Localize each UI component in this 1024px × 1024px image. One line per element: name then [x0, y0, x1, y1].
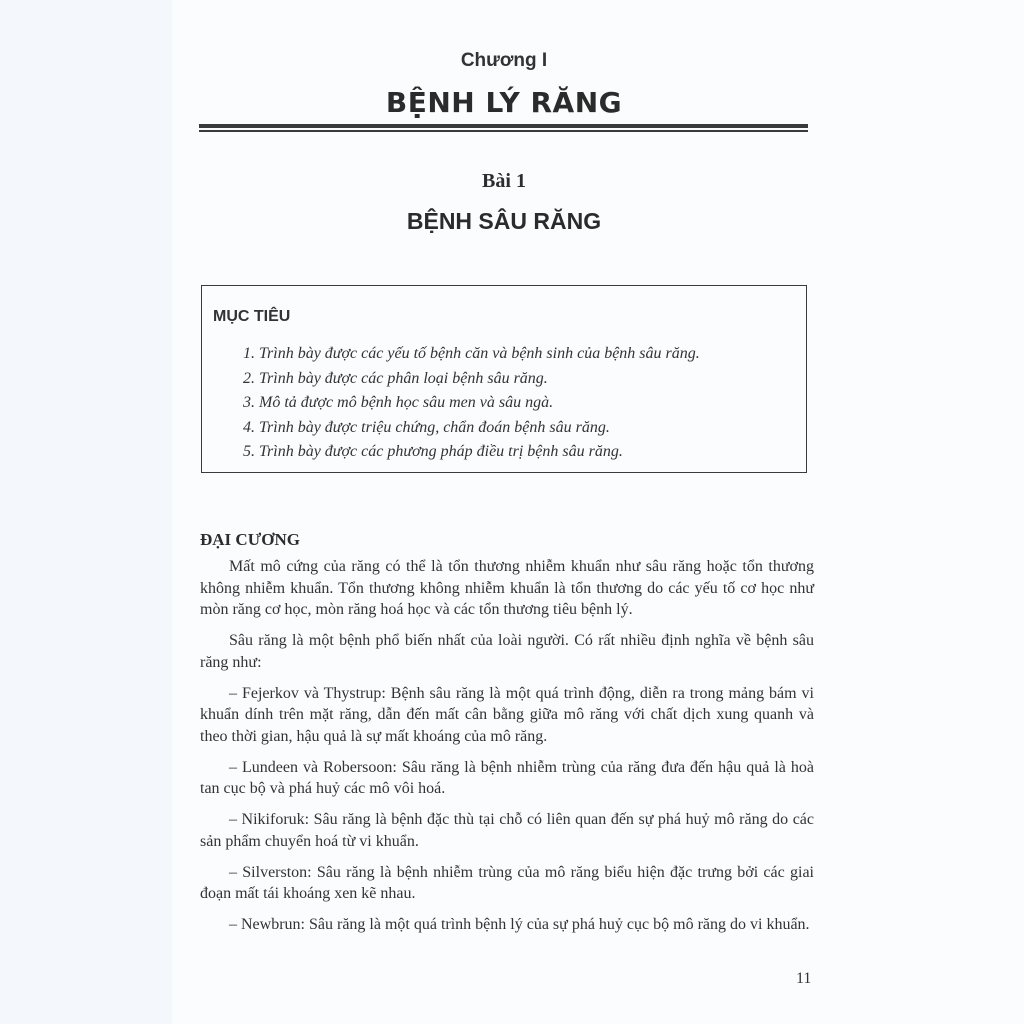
chapter-label: Chương I [460, 50, 548, 71]
page-number: 11 [796, 970, 812, 987]
body-paragraph: – Fejerkov và Thystrup: Bệnh sâu răng là một quá trình động, diễn ra trong mảng bám vi khuẩn dính trên mặt răng, dẫn đến mất cân bằng giữa mô răng với chất dịch xung quanh và theo thời gian, hậu quả là sự mất khoáng của mô răng. [200, 684, 814, 745]
body-paragraph: – Lundeen và Robersoon: Sâu răng là bệnh nhiễm trùng của răng đưa đến hậu quả là hoà tan cục bộ và phá huỷ các mô vôi hoá. [200, 758, 814, 797]
objective-item: 3. Mô tả được mô bệnh học sâu men và sâu ngà. [243, 394, 554, 411]
body-paragraph: Sâu răng là một bệnh phổ biến nhất của loài người. Có rất nhiều định nghĩa về bệnh sâu răng như: [200, 632, 814, 671]
chapter-title: BỆNH LÝ RĂNG [385, 86, 623, 119]
chapter-rule-thick [199, 124, 808, 128]
objective-item: 5. Trình bày được các phương pháp điều trị bệnh sâu răng. [243, 443, 623, 460]
body-paragraph: – Newbrun: Sâu răng là một quá trình bệnh lý của sự phá huỷ cục bộ mô răng do vi khuẩn. [229, 916, 810, 933]
chapter-rule-thin [199, 130, 808, 132]
section-heading: ĐẠI CƯƠNG [200, 530, 300, 549]
body-paragraph: Mất mô cứng của răng có thể là tổn thương nhiễm khuẩn như sâu răng hoặc tổn thương không nhiễm khuẩn. Tổn thương không nhiễm khuẩn là tổn thương do các yếu tố cơ học như mòn răng cơ học, mòn răng hoá học và các tổn thương tiêu bệnh lý. [200, 558, 814, 618]
lesson-title: BỆNH SÂU RĂNG [406, 208, 602, 234]
section-body [200, 556, 814, 945]
objectives-list [243, 342, 700, 465]
lesson-label: Bài 1 [482, 170, 526, 192]
scan-left-margin [0, 0, 172, 1024]
objective-item: 1. Trình bày được các yếu tố bệnh căn và bệnh sinh của bệnh sâu răng. [243, 345, 700, 362]
objectives-box [201, 285, 807, 473]
objective-item: 2. Trình bày được các phân loại bệnh sâu răng. [243, 369, 548, 387]
body-paragraph: – Silverston: Sâu răng là bệnh nhiễm trùng của mô răng biểu hiện đặc trưng bởi các giai đoạn mất tái khoáng xen kẽ nhau. [200, 863, 814, 902]
body-paragraph: – Nikiforuk: Sâu răng là bệnh đặc thù tại chỗ có liên quan đến sự phá huỷ mô răng do các sản phẩm chuyển hoá từ vi khuẩn. [200, 811, 814, 850]
objectives-heading: MỤC TIÊU [213, 308, 291, 325]
objective-item: 4. Trình bày được triệu chứng, chẩn đoán bệnh sâu răng. [243, 418, 610, 436]
